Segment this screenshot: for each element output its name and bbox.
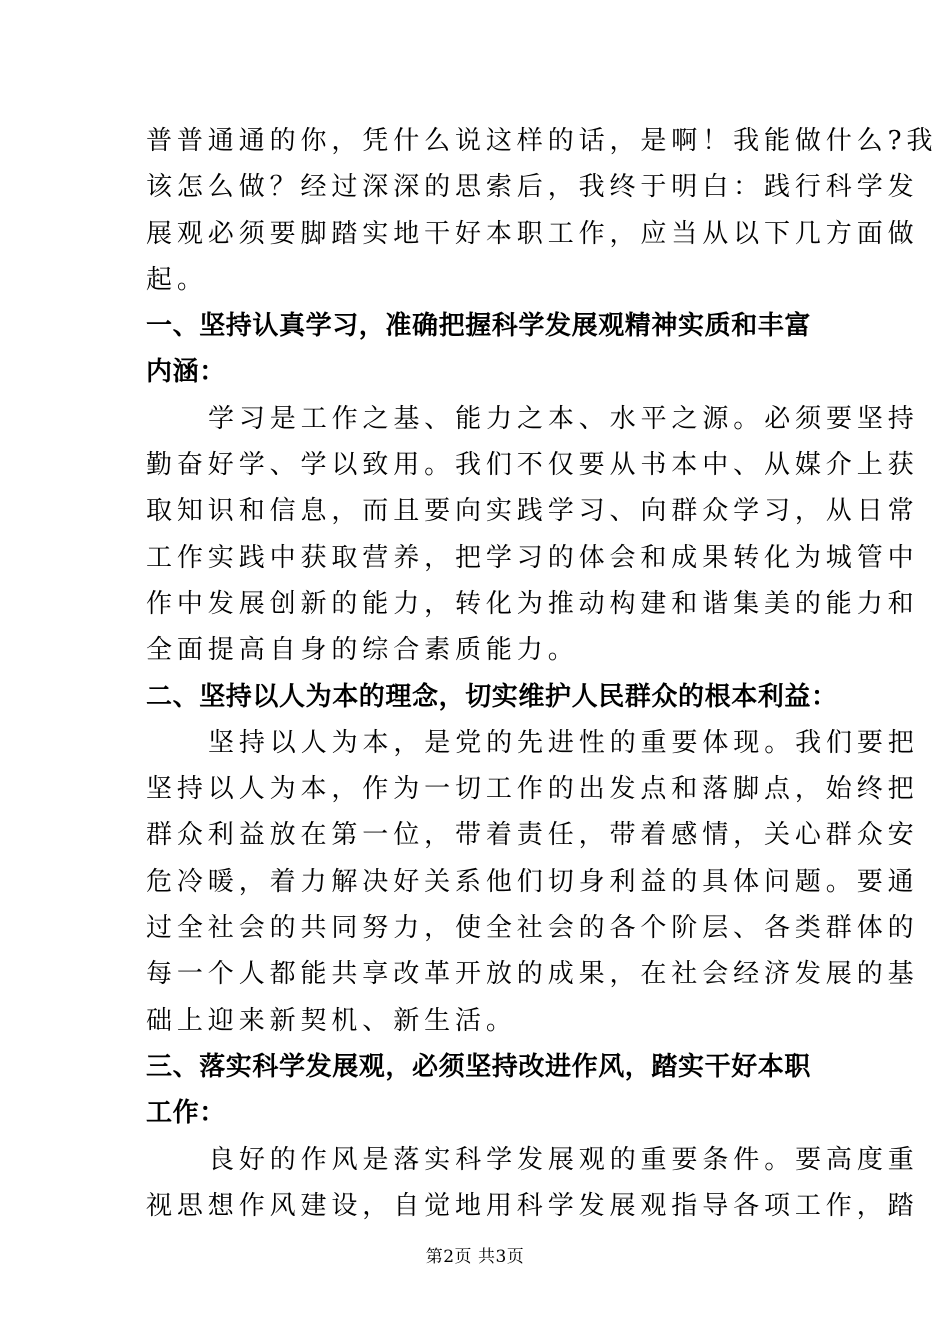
paragraph-line: 群众利益放在第一位，带着责任，带着感情，关心群众安 — [146, 820, 919, 851]
paragraph-line: 该怎么做？经过深深的思索后，我终于明白：践行科学发 — [146, 172, 919, 203]
paragraph-line: 坚持以人为本，作为一切工作的出发点和落脚点，始终把 — [146, 774, 919, 805]
paragraph-line: 过全社会的共同努力，使全社会的各个阶层、各类群体的 — [146, 913, 919, 944]
section-heading-line: 一、坚持认真学习，准确把握科学发展观精神实质和丰富 — [146, 311, 812, 342]
section-heading-line: 工作： — [146, 1098, 226, 1129]
section-heading-line: 三、落实科学发展观，必须坚持改进作风，踏实干好本职 — [146, 1051, 812, 1082]
paragraph-line: 视思想作风建设，自觉地用科学发展观指导各项工作，踏 — [146, 1190, 919, 1221]
paragraph-line: 每一个人都能共享改革开放的成果，在社会经济发展的基 — [146, 959, 919, 990]
paragraph-line: 危冷暖，着力解决好关系他们切身利益的具体问题。要通 — [146, 866, 919, 897]
paragraph-line: 良好的作风是落实科学发展观的重要条件。要高度重 — [208, 1144, 919, 1175]
paragraph-line: 勤奋好学、学以致用。我们不仅要从书本中、从媒介上获 — [146, 450, 919, 481]
paragraph-line: 展观必须要脚踏实地干好本职工作，应当从以下几方面做 — [146, 218, 919, 249]
document-body — [146, 118, 938, 1229]
paragraph-line: 普普通通的你，凭什么说这样的话，是啊！我能做什么?我 — [146, 126, 938, 156]
section-heading-line: 内涵： — [146, 357, 226, 388]
paragraph-line: 全面提高自身的综合素质能力。 — [146, 635, 579, 666]
paragraph-line: 工作实践中获取营养，把学习的体会和成果转化为城管中 — [146, 542, 919, 573]
paragraph-line: 起。 — [146, 264, 208, 295]
paragraph-line: 坚持以人为本，是党的先进性的重要体现。我们要把 — [208, 727, 919, 758]
paragraph-line: 作中发展创新的能力，转化为推动构建和谐集美的能力和 — [146, 588, 919, 619]
paragraph-line: 础上迎来新契机、新生活。 — [146, 1005, 517, 1036]
paragraph-line: 学习是工作之基、能力之本、水平之源。必须要坚持 — [208, 403, 919, 434]
section-heading-line: 二、坚持以人为本的理念，切实维护人民群众的根本利益： — [146, 681, 838, 712]
page-footer: 第2页 共3页 — [425, 1247, 525, 1267]
paragraph-line: 取知识和信息，而且要向实践学习、向群众学习，从日常 — [146, 496, 919, 527]
